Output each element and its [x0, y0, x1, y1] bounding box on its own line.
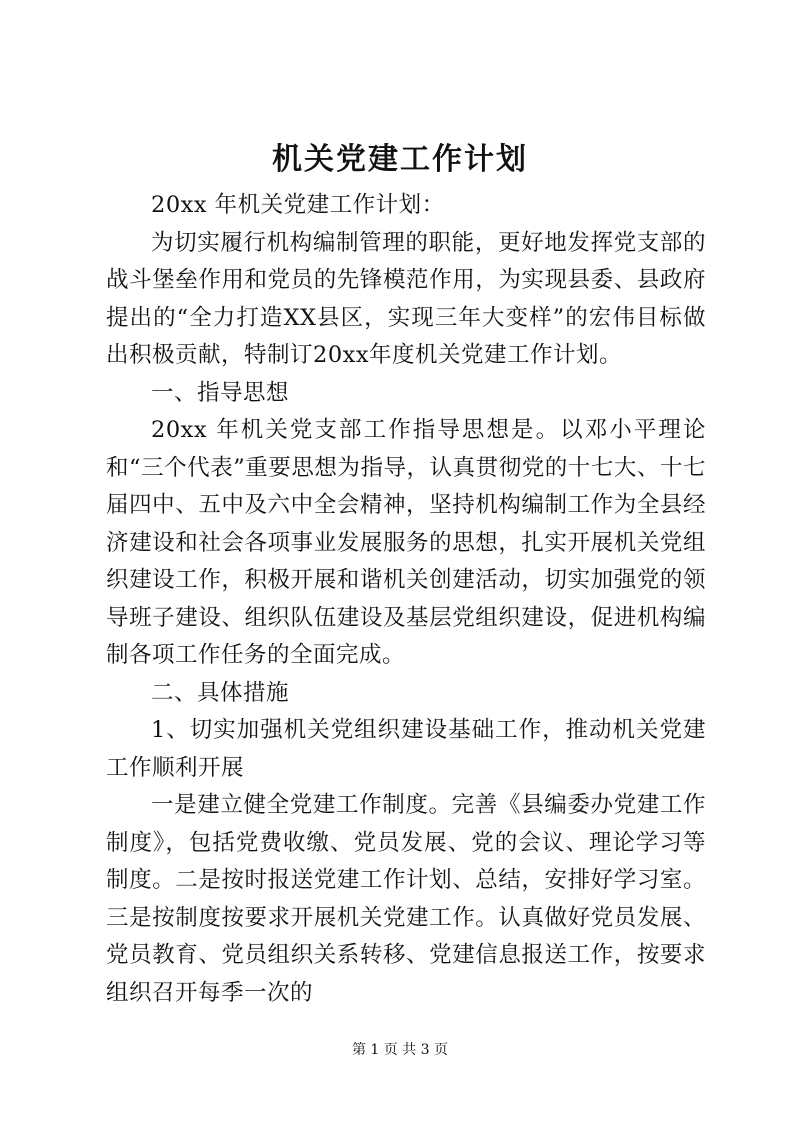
intro-line: 20xx 年机关党建工作计划：	[151, 192, 445, 218]
measure-1-paragraph: 一是建立健全党建工作制度。完善《县编委办党建工作制度》，包括党费收缴、党员发展、党的会议、理论学习等制度。二是按时报送党建工作计划、总结，安排好学习室。三是按制度按要求开展机关党建工作。认真做好党员发展、党员教育、党员组织关系转移、党建信息报送工作，按要求组织召开每季一次的	[106, 792, 706, 1006]
document-title: 机关党建工作计划	[272, 142, 528, 177]
guiding-ideology-paragraph: 20xx 年机关党支部工作指导思想是。以邓小平理论和“三个代表”重要思想为指导，认真贯彻党的十七大、十七届四中、五中及六中全会精神，坚持机构编制工作为全县经济建设和社会各项事业发展服务的思想，扎实开展机关党组织建设工作，积极开展和谐机关创建活动，切实加强党的领导班子建设、组织队伍建设及基层党组织建设，促进机构编制各项工作任务的全面完成。	[106, 417, 706, 668]
section-heading-specific-measures: 二、具体措施	[151, 679, 290, 706]
purpose-paragraph: 为切实履行机构编制管理的职能，更好地发挥党支部的战斗堡垒作用和党员的先锋模范作用，为实现县委、县政府提出的“全力打造XX县区，实现三年大变样”的宏伟目标做出积极贡献，特制订20xx年度机关党建工作计划。	[106, 229, 706, 368]
section-heading-guiding-ideology: 一、指导思想	[151, 379, 290, 406]
page-number-footer: 第 1 页 共 3 页	[351, 1042, 449, 1058]
measure-1-heading: 1、切实加强机关党组织建设基础工作，推动机关党建工作顺利开展	[106, 717, 706, 781]
document-body	[106, 187, 706, 1012]
